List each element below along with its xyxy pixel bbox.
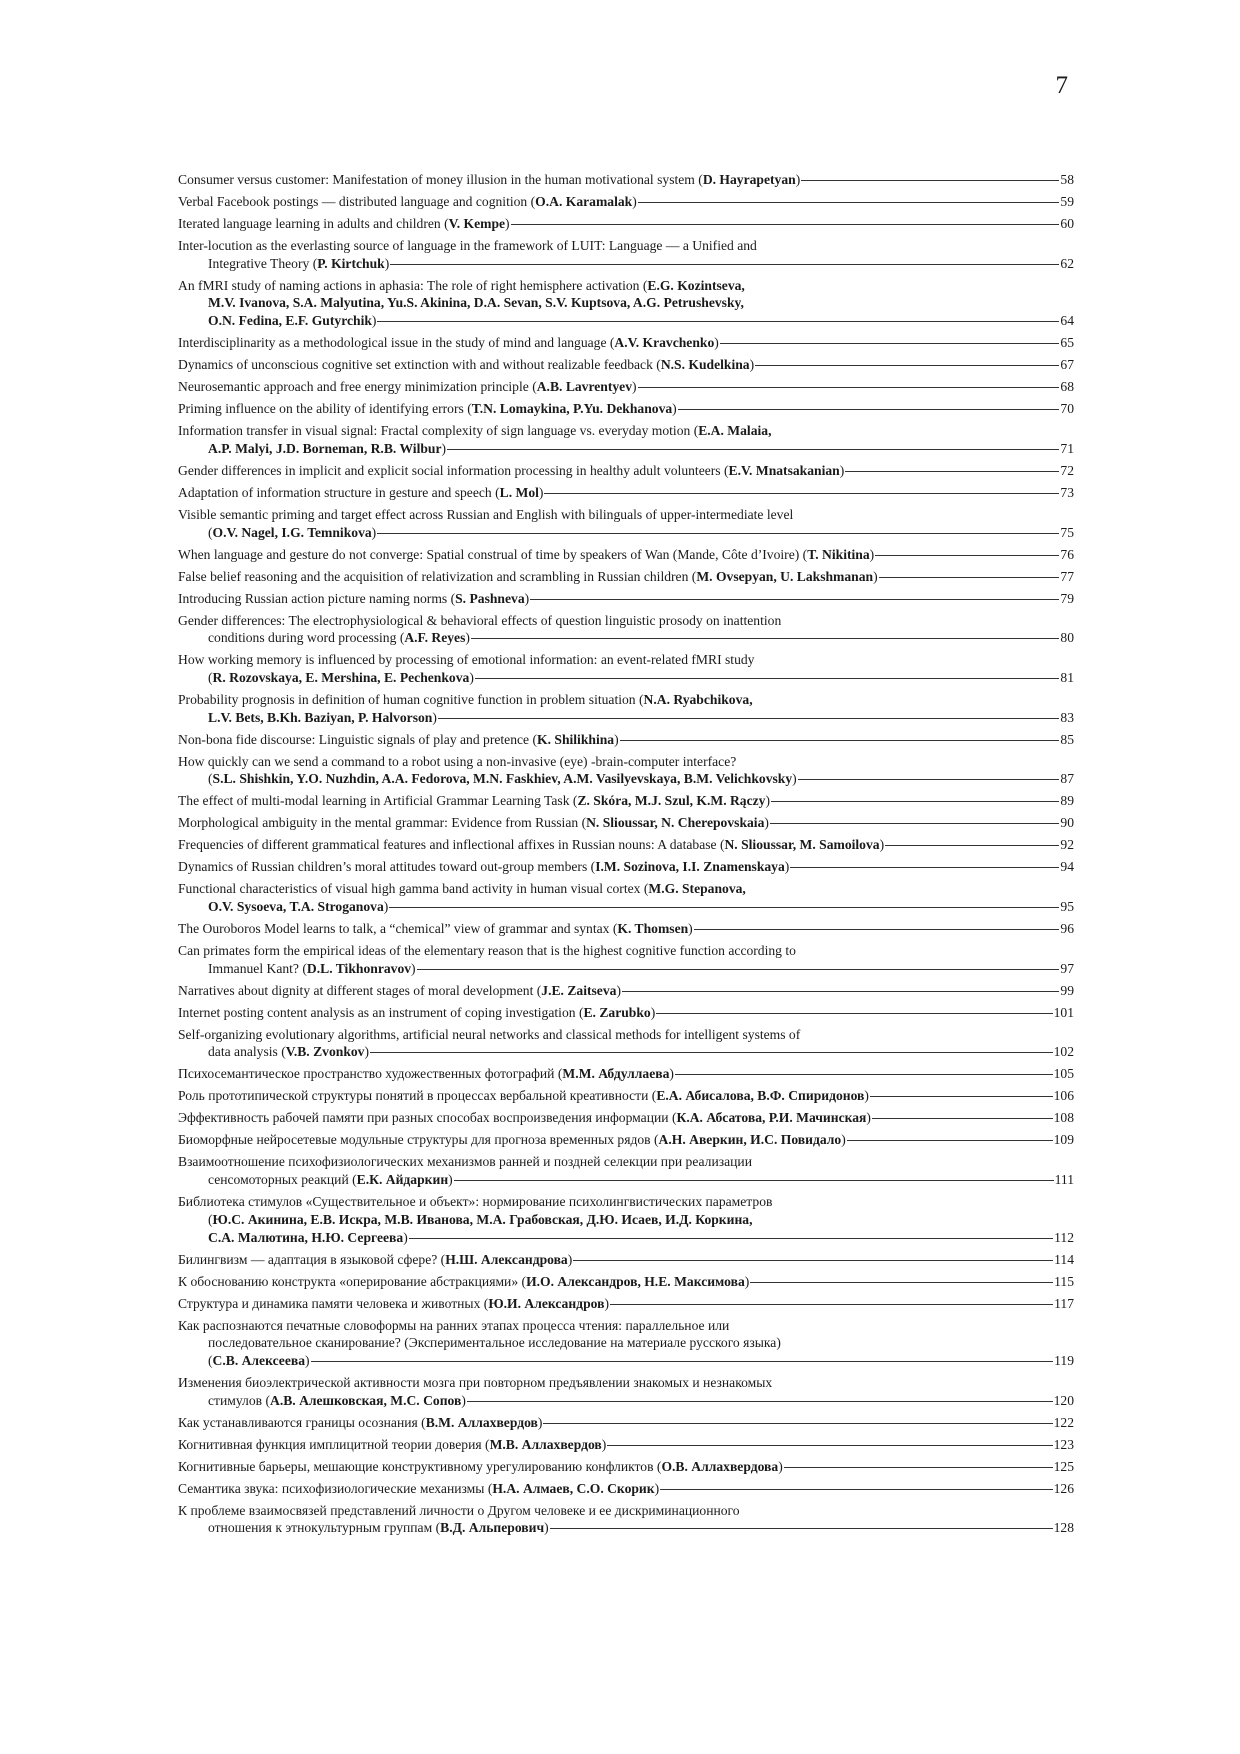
- entry-page-number: 106: [1053, 1088, 1074, 1104]
- entry-title: К обоснованию конструкта «оперирование абстракциями»: [178, 1273, 519, 1289]
- toc-entry: Когнитивная функция имплицитной теории доверия (М.В. Аллахвердов) 123: [178, 1436, 1074, 1452]
- entry-title: Психосемантическое пространство художественных фотографий: [178, 1066, 555, 1082]
- entry-title: Verbal Facebook postings — distributed language and cognition: [178, 194, 528, 209]
- entry-title-continuation: conditions during word processing: [208, 630, 397, 646]
- entry-page-number: 101: [1053, 1004, 1074, 1020]
- entry-authors: К.А. Абсатова, Р.И. Мачинская: [676, 1110, 867, 1126]
- toc-entry: Can primates form the empirical ideas of the elementary reason that is the highest cognitive function according to Immanuel Kant? (D.L. Tikhonravov) 97: [178, 943, 1074, 976]
- toc-entry: When language and gesture do not converge: Spatial construal of time by speakers of Wan (Mande, Côte d’Ivoire) (T. Nikitina) 76: [178, 546, 1074, 562]
- entry-title: Information transfer in visual signal: Fractal complexity of sign language vs. everyday motion: [178, 423, 691, 439]
- entry-page-number: 83: [1060, 709, 1074, 725]
- entry-authors: E.V. Mnatsakanian: [728, 462, 840, 478]
- toc-entry: Взаимоотношение психофизиологических механизмов ранней и поздней селекции при реализации сенсомоторных реакций (Е.К. Айдаркин) 111: [178, 1154, 1074, 1188]
- dot-leader: [879, 577, 1060, 578]
- entry-authors: Е.А. Абисалова, В.Ф. Спиридонов: [656, 1088, 865, 1104]
- entry-title: Структура и динамика памяти человека и животных: [178, 1295, 481, 1311]
- toc-entry: Adaptation of information structure in gesture and speech (L. Mol) 73: [178, 484, 1074, 500]
- entry-title: Non-bona fide discourse: Linguistic signals of play and pretence: [178, 731, 530, 747]
- dot-leader: [678, 409, 1060, 410]
- entry-page-number: 89: [1060, 793, 1074, 809]
- toc-entry: Neurosemantic approach and free energy minimization principle (A.B. Lavrentyev) 68: [178, 379, 1074, 395]
- entry-page-number: 73: [1060, 484, 1074, 500]
- dot-leader: [438, 718, 1060, 719]
- dot-leader: [720, 343, 1060, 344]
- entry-authors: И.О. Александров, Н.Е. Максимова: [526, 1273, 745, 1289]
- entry-authors: А.В. Алешковская, М.С. Сопов: [270, 1392, 462, 1408]
- entry-authors: R. Rozovskaya, E. Mershina, E. Pechenkova: [212, 669, 470, 685]
- entry-authors: Z. Skóra, M.J. Szul, K.M. Rączy: [577, 793, 766, 809]
- entry-page-number: 114: [1054, 1251, 1074, 1267]
- dot-leader: [467, 1401, 1053, 1402]
- entry-authors-continuation: L.V. Bets, B.Kh. Baziyan, P. Halvorson: [208, 709, 433, 725]
- page-number: 7: [1055, 72, 1068, 99]
- dot-leader: [675, 1074, 1053, 1075]
- dot-leader: [694, 929, 1060, 930]
- entry-authors: K. Shilikhina: [537, 731, 615, 747]
- entry-title: К проблеме взаимосвязей представлений личности о Другом человеке и ее дискриминационного: [178, 1502, 740, 1518]
- toc-entry: Non-bona fide discourse: Linguistic signals of play and pretence (K. Shilikhina) 85: [178, 731, 1074, 747]
- toc-entry: Verbal Facebook postings — distributed language and cognition (O.A. Karamalak) 59: [178, 194, 1074, 209]
- entry-authors: O.V. Nagel, I.G. Temnikova: [212, 524, 372, 540]
- entry-authors-continuation: O.N. Fedina, E.F. Gutyrchik: [208, 313, 372, 329]
- entry-authors-continuation: С.А. Малютина, Н.Ю. Сергеева: [208, 1229, 404, 1245]
- dot-leader: [771, 801, 1059, 802]
- entry-page-number: 125: [1053, 1458, 1074, 1474]
- toc-entry: Morphological ambiguity in the mental grammar: Evidence from Russian (N. Slioussar, N. Cherepovskaia) 90: [178, 815, 1074, 831]
- entry-title: Visible semantic priming and target effect across Russian and English with bilinguals of upper-intermediate level: [178, 506, 794, 522]
- entry-page-number: 102: [1053, 1044, 1074, 1060]
- toc-entry: Как устанавливаются границы осознания (В.М. Аллахвердов) 122: [178, 1414, 1074, 1430]
- toc-entry: Visible semantic priming and target effect across Russian and English with bilinguals of upper-intermediate level (O.V. Nagel, I.G. Temnikova) 75: [178, 506, 1074, 540]
- entry-authors: P. Kirtchuk: [317, 255, 385, 271]
- entry-authors: T.N. Lomaykina, P.Yu. Dekhanova: [471, 401, 673, 417]
- dot-leader: [573, 1260, 1053, 1261]
- entry-title-continuation: последовательное сканирование? (Экспериментальное исследование на материале русского языка): [208, 1335, 781, 1351]
- dot-leader: [638, 387, 1060, 388]
- toc-entry: Dynamics of unconscious cognitive set extinction with and without realizable feedback (N.S. Kudelkina) 67: [178, 357, 1074, 373]
- entry-page-number: 99: [1060, 982, 1074, 998]
- entry-authors: Н.А. Алмаев, С.О. Скорик: [492, 1480, 655, 1496]
- toc-entry: How working memory is influenced by processing of emotional information: an event-related fMRI study (R. Rozovskaya, E. Mershina, E. Pechenkova) 81: [178, 652, 1074, 685]
- entry-title: Self-organizing evolutionary algorithms, artificial neural networks and classical methods for intelligent systems of: [178, 1026, 801, 1042]
- entry-page-number: 79: [1060, 590, 1074, 606]
- entry-page-number: 105: [1053, 1066, 1074, 1082]
- entry-title: Internet posting content analysis as an instrument of coping investigation: [178, 1004, 576, 1020]
- entry-page-number: 76: [1060, 546, 1074, 562]
- toc-entry: Библиотека стимулов «Существительное и объект»: нормирование психолингвистических параметров (Ю.С. Акинина, Е.В. Искра, М.В. Иванова, М.А. Грабовская, Д.Ю. Исаев, И.Д. Коркина, С.А. Малютина, Н.Ю. Сергеева) 112: [178, 1194, 1074, 1245]
- entry-authors: S. Pashneva: [455, 590, 525, 606]
- entry-title: Когнитивные барьеры, мешающие конструктивному урегулированию конфликтов: [178, 1458, 654, 1474]
- dot-leader: [311, 1361, 1054, 1362]
- dot-leader: [550, 1528, 1053, 1529]
- entry-page-number: 97: [1060, 960, 1074, 976]
- dot-leader: [770, 823, 1060, 824]
- entry-title: Interdisciplinarity as a methodological issue in the study of mind and language: [178, 335, 607, 351]
- dot-leader: [530, 599, 1059, 600]
- entry-page-number: 68: [1060, 379, 1074, 395]
- entry-title: Взаимоотношение психофизиологических механизмов ранней и поздней селекции при реализации: [178, 1154, 752, 1170]
- dot-leader: [638, 202, 1060, 203]
- dot-leader: [790, 867, 1059, 868]
- entry-title: Frequencies of different grammatical features and inflectional affixes in Russian nouns: A database: [178, 837, 717, 853]
- entry-authors: E.G. Kozintseva,: [647, 277, 745, 293]
- dot-leader: [750, 1282, 1053, 1283]
- entry-title: Биоморфные нейросетевые модульные структуры для прогноза временных рядов: [178, 1132, 651, 1148]
- entry-authors: N. Slioussar, M. Samoilova: [724, 837, 880, 853]
- entry-authors: E. Zarubko: [583, 1004, 651, 1020]
- entry-page-number: 81: [1060, 669, 1074, 685]
- dot-leader: [471, 638, 1059, 639]
- toc-entry: Как распознаются печатные словоформы на ранних этапах процесса чтения: параллельное или последовательное сканирование? (Экспериментальное исследование на материале русского языка) (С.В. Алексеева) 119: [178, 1317, 1074, 1368]
- entry-authors: М.М. Абдуллаева: [562, 1066, 670, 1082]
- entry-title: Gender differences in implicit and explicit social information processing in healthy adult volunteers: [178, 462, 721, 478]
- dot-leader: [377, 321, 1059, 322]
- entry-title: Functional characteristics of visual high gamma band activity in human visual cortex: [178, 881, 641, 897]
- entry-title: Priming influence on the ability of identifying errors: [178, 401, 464, 417]
- entry-page-number: 122: [1053, 1414, 1074, 1430]
- entry-authors: A.B. Lavrentyev: [536, 379, 633, 395]
- entry-page-number: 71: [1060, 440, 1074, 456]
- entry-page-number: 115: [1054, 1273, 1074, 1289]
- dot-leader: [798, 779, 1060, 780]
- entry-page-number: 72: [1060, 462, 1074, 478]
- dot-leader: [447, 449, 1059, 450]
- entry-title: How working memory is influenced by processing of emotional information: an event-related fMRI study: [178, 652, 755, 668]
- toc-entry: Information transfer in visual signal: Fractal complexity of sign language vs. everyday motion (E.A. Malaia, A.P. Malyi, J.D. Borneman, R.B. Wilbur) 71: [178, 423, 1074, 456]
- entry-page-number: 120: [1053, 1392, 1074, 1408]
- entry-page-number: 58: [1060, 172, 1074, 187]
- toc-entry: The effect of multi-modal learning in Artificial Grammar Learning Task (Z. Skóra, M.J. Szul, K.M. Rączy) 89: [178, 793, 1074, 809]
- entry-title: How quickly can we send a command to a robot using a non-invasive (eye) -brain-computer interface?: [178, 753, 737, 769]
- entry-title: Изменения биоэлектрической активности мозга при повторном предъявлении знакомых и незнакомых: [178, 1374, 773, 1390]
- entry-title: Dynamics of unconscious cognitive set extinction with and without realizable feedback: [178, 357, 653, 373]
- entry-title: Introducing Russian action picture naming norms: [178, 590, 448, 606]
- entry-authors: L. Mol: [499, 484, 539, 500]
- dot-leader: [660, 1489, 1052, 1490]
- dot-leader: [390, 264, 1059, 265]
- dot-leader: [409, 1238, 1053, 1239]
- dot-leader: [656, 1013, 1052, 1014]
- entry-authors-continuation: A.P. Malyi, J.D. Borneman, R.B. Wilbur: [208, 440, 442, 456]
- entry-title-continuation: сенсомоторных реакций: [208, 1172, 349, 1188]
- entry-authors: S.L. Shishkin, Y.O. Nuzhdin, A.A. Fedorova, M.N. Faskhiev, A.M. Vasilyevskaya, B.M. Velichkovsky: [212, 771, 793, 787]
- entry-title: The effect of multi-modal learning in Artificial Grammar Learning Task: [178, 793, 570, 809]
- entry-page-number: 111: [1054, 1172, 1074, 1188]
- entry-title: The Ouroboros Model learns to talk, a “chemical” view of grammar and syntax: [178, 921, 610, 937]
- entry-title: Gender differences: The electrophysiological & behavioral effects of question linguistic prosody on inattention: [178, 612, 782, 628]
- dot-leader: [784, 1467, 1053, 1468]
- toc-entry: Consumer versus customer: Manifestation of money illusion in the human motivational system (D. Hayrapetyan) 58: [178, 172, 1074, 187]
- dot-leader: [389, 907, 1059, 908]
- dot-leader: [511, 224, 1060, 225]
- dot-leader: [610, 1304, 1053, 1305]
- toc-entry: Introducing Russian action picture naming norms (S. Pashneva) 79: [178, 590, 1074, 606]
- entry-authors: С.В. Алексеева: [212, 1352, 305, 1368]
- entry-page-number: 117: [1054, 1295, 1074, 1311]
- entry-authors: V. Kempe: [448, 216, 506, 231]
- toc-entry: Narratives about dignity at different stages of moral development (J.E. Zaitseva) 99: [178, 982, 1074, 998]
- dot-leader: [607, 1445, 1052, 1446]
- toc-entry: Priming influence on the ability of identifying errors (T.N. Lomaykina, P.Yu. Dekhanova) 70: [178, 401, 1074, 417]
- entry-title: False belief reasoning and the acquisition of relativization and scrambling in Russian children: [178, 568, 689, 584]
- toc-entry: Probability prognosis in definition of human cognitive function in problem situation (N.A. Ryabchikova, L.V. Bets, B.Kh. Baziyan, P. Halvorson) 83: [178, 691, 1074, 725]
- dot-leader: [543, 1423, 1052, 1424]
- dot-leader: [847, 1140, 1053, 1141]
- entry-authors: N.A. Ryabchikova,: [643, 691, 753, 707]
- entry-authors: D. Hayrapetyan: [702, 172, 796, 187]
- entry-authors: N.S. Kudelkina: [660, 357, 750, 373]
- toc-entry: Когнитивные барьеры, мешающие конструктивному урегулированию конфликтов (О.В. Аллахвердова) 125: [178, 1458, 1074, 1474]
- toc-entry: Internet posting content analysis as an instrument of coping investigation (E. Zarubko) 101: [178, 1004, 1074, 1020]
- entry-title: Семантика звука: психофизиологические механизмы: [178, 1480, 485, 1496]
- toc-entry: Dynamics of Russian children’s moral attitudes toward out-group members (I.M. Sozinova, I.I. Znamenskaya) 94: [178, 859, 1074, 875]
- dot-leader: [875, 555, 1059, 556]
- entry-page-number: 92: [1060, 837, 1074, 853]
- entry-authors: N. Slioussar, N. Cherepovskaia: [586, 815, 765, 831]
- entry-authors: В.М. Аллахвердов: [425, 1414, 538, 1430]
- entry-title-continuation: data analysis: [208, 1044, 278, 1060]
- entry-page-number: 119: [1054, 1352, 1074, 1368]
- entry-authors: J.E. Zaitseva: [541, 982, 617, 998]
- toc-entry: Роль прототипической структуры понятий в процессах вербальной креативности (Е.А. Абисалова, В.Ф. Спиридонов) 106: [178, 1088, 1074, 1104]
- entry-page-number: 87: [1060, 771, 1074, 787]
- entry-authors: В.Д. Альперович: [440, 1520, 545, 1536]
- dot-leader: [544, 493, 1059, 494]
- entry-authors: K. Thomsen: [617, 921, 689, 937]
- entry-authors: Н.Ш. Александрова: [445, 1251, 568, 1267]
- entry-page-number: 59: [1060, 194, 1074, 209]
- entry-title: Morphological ambiguity in the mental grammar: Evidence from Russian: [178, 815, 579, 831]
- entry-page-number: 95: [1060, 899, 1074, 915]
- entry-page-number: 96: [1060, 921, 1074, 937]
- entry-title: Probability prognosis in definition of human cognitive function in problem situation: [178, 691, 636, 707]
- entry-authors: T. Nikitina: [807, 546, 870, 562]
- entry-title: Consumer versus customer: Manifestation of money illusion in the human motivational system: [178, 172, 695, 187]
- dot-leader: [417, 969, 1060, 970]
- entry-authors: O.A. Karamalak: [535, 194, 633, 209]
- entry-title: Эффективность рабочей памяти при разных способах воспроизведения информации: [178, 1110, 669, 1126]
- dot-leader: [620, 740, 1060, 741]
- entry-title: Iterated language learning in adults and children: [178, 216, 441, 231]
- entry-page-number: 62: [1060, 255, 1074, 271]
- entry-title-continuation: Integrative Theory: [208, 255, 310, 271]
- toc-entry: How quickly can we send a command to a robot using a non-invasive (eye) -brain-computer interface? (S.L. Shishkin, Y.O. Nuzhdin, A.A. Fedorova, M.N. Faskhiev, A.M. Vasilyevskaya, B.M. Velichkovsky) 87: [178, 753, 1074, 787]
- toc-entry: Self-organizing evolutionary algorithms, artificial neural networks and classical methods for intelligent systems of data analysis (V.B. Zvonkov) 102: [178, 1026, 1074, 1060]
- toc-entry: К проблеме взаимосвязей представлений личности о Другом человеке и ее дискриминационного отношения к этнокультурным группам (В.Д. Альперович) 128: [178, 1502, 1074, 1536]
- entry-authors: A.F. Reyes: [404, 630, 466, 646]
- toc-entry: Gender differences in implicit and explicit social information processing in healthy adult volunteers (E.V. Mnatsakanian) 72: [178, 462, 1074, 478]
- entry-authors: Е.К. Айдаркин: [356, 1172, 449, 1188]
- entry-title: Neurosemantic approach and free energy minimization principle: [178, 379, 529, 395]
- entry-page-number: 128: [1053, 1520, 1074, 1536]
- entry-title: Как распознаются печатные словоформы на ранних этапах процесса чтения: параллельное или: [178, 1317, 730, 1333]
- table-of-contents: [178, 171, 1074, 1541]
- toc-entry: The Ouroboros Model learns to talk, a “chemical” view of grammar and syntax (K. Thomsen) 96: [178, 921, 1074, 937]
- entry-page-number: 77: [1060, 568, 1074, 584]
- entry-authors: О.В. Аллахвердова: [661, 1458, 779, 1474]
- entry-title: Narratives about dignity at different stages of moral development: [178, 982, 534, 998]
- toc-entry: Gender differences: The electrophysiological & behavioral effects of question linguistic prosody on inattention conditions during word processing (A.F. Reyes) 80: [178, 612, 1074, 646]
- toc-entry: Семантика звука: психофизиологические механизмы (Н.А. Алмаев, С.О. Скорик) 126: [178, 1480, 1074, 1496]
- entry-page-number: 75: [1060, 524, 1074, 540]
- entry-title: Билингвизм — адаптация в языковой сфере?: [178, 1251, 438, 1267]
- dot-leader: [370, 1052, 1053, 1053]
- entry-page-number: 90: [1060, 815, 1074, 831]
- dot-leader: [622, 991, 1059, 992]
- entry-title: Inter-locution as the everlasting source of language in the framework of LUIT: Language — a Unified and: [178, 238, 757, 253]
- entry-title: Dynamics of Russian children’s moral attitudes toward out-group members: [178, 859, 588, 875]
- entry-title: Роль прототипической структуры понятий в процессах вербальной креативности: [178, 1088, 649, 1104]
- entry-title: When language and gesture do not converge: Spatial construal of time by speakers of Wan (Mande, Côte d’Ivoire): [178, 546, 800, 562]
- entry-authors: D.L. Tikhonravov: [306, 960, 412, 976]
- toc-entry: Frequencies of different grammatical features and inflectional affixes in Russian nouns: A database (N. Slioussar, M. Samoilova) 92: [178, 837, 1074, 853]
- dot-leader: [872, 1118, 1053, 1119]
- entry-authors: Ю.И. Александров: [488, 1295, 605, 1311]
- toc-entry: К обоснованию конструкта «оперирование абстракциями» (И.О. Александров, Н.Е. Максимова) 115: [178, 1273, 1074, 1289]
- toc-entry: False belief reasoning and the acquisition of relativization and scrambling in Russian children (M. Ovsepyan, U. Lakshmanan) 77: [178, 568, 1074, 584]
- dot-leader: [377, 533, 1059, 534]
- entry-page-number: 65: [1060, 335, 1074, 351]
- toc-entry: Билингвизм — адаптация в языковой сфере? (Н.Ш. Александрова) 114: [178, 1251, 1074, 1267]
- entry-authors: M. Ovsepyan, U. Lakshmanan: [696, 568, 874, 584]
- entry-page-number: 126: [1053, 1480, 1074, 1496]
- entry-page-number: 80: [1060, 630, 1074, 646]
- dot-leader: [801, 180, 1059, 181]
- toc-entry: An fMRI study of naming actions in aphasia: The role of right hemisphere activation (E.G. Kozintseva, M.V. Ivanova, S.A. Malyutina, Yu.S. Akinina, D.A. Sevan, S.V. Kuptsova, A.G. Petrushevsky, O.N. Fedina, E.F. Gutyrchik) 64: [178, 277, 1074, 329]
- entry-page-number: 64: [1060, 313, 1074, 329]
- dot-leader: [475, 678, 1060, 679]
- entry-authors: А.Н. Аверкин, И.С. Повидало: [658, 1132, 842, 1148]
- entry-page-number: 123: [1053, 1436, 1074, 1452]
- entry-authors: V.B. Zvonkov: [285, 1044, 365, 1060]
- entry-authors: E.A. Malaia,: [698, 423, 772, 439]
- entry-page-number: 112: [1054, 1229, 1074, 1245]
- toc-entry: Изменения биоэлектрической активности мозга при повторном предъявлении знакомых и незнакомых стимулов (А.В. Алешковская, М.С. Сопов) 120: [178, 1374, 1074, 1408]
- entry-authors-continuation: O.V. Sysoeva, T.A. Stroganova: [208, 899, 384, 915]
- entry-page-number: 108: [1053, 1110, 1074, 1126]
- entry-title: Can primates form the empirical ideas of the elementary reason that is the highest cognitive function according to: [178, 943, 796, 959]
- dot-leader: [845, 471, 1059, 472]
- dot-leader: [755, 365, 1059, 366]
- entry-authors: M.G. Stepanova,: [648, 881, 746, 897]
- dot-leader: [870, 1096, 1053, 1097]
- toc-entry: Биоморфные нейросетевые модульные структуры для прогноза временных рядов (А.Н. Аверкин, И.С. Повидало) 109: [178, 1132, 1074, 1148]
- entry-title: Библиотека стимулов «Существительное и объект»: нормирование психолингвистических параметров: [178, 1194, 773, 1210]
- toc-entry: Functional characteristics of visual high gamma band activity in human visual cortex (M.G. Stepanova, O.V. Sysoeva, T.A. Stroganova) 95: [178, 881, 1074, 915]
- entry-authors: I.M. Sozinova, I.I. Znamenskaya: [595, 859, 785, 875]
- toc-entry: Inter-locution as the everlasting source of language in the framework of LUIT: Language — a Unified and Integrative Theory (P. Kirtchuk) 62: [178, 238, 1074, 271]
- toc-entry: Психосемантическое пространство художественных фотографий (М.М. Абдуллаева) 105: [178, 1066, 1074, 1082]
- entry-authors: Ю.С. Акинина, Е.В. Искра, М.В. Иванова, М.А. Грабовская, Д.Ю. Исаев, И.Д. Коркина,: [212, 1211, 753, 1227]
- entry-title: Как устанавливаются границы осознания: [178, 1414, 418, 1430]
- entry-authors: A.V. Kravchenko: [614, 335, 715, 351]
- toc-entry: Iterated language learning in adults and children (V. Kempe) 60: [178, 216, 1074, 231]
- entry-page-number: 94: [1060, 859, 1074, 875]
- dot-leader: [454, 1180, 1054, 1181]
- entry-title-continuation: стимулов: [208, 1392, 263, 1408]
- entry-title-continuation: отношения к этнокультурным группам: [208, 1520, 433, 1536]
- toc-entry: Структура и динамика памяти человека и животных (Ю.И. Александров) 117: [178, 1295, 1074, 1311]
- entry-title: Когнитивная функция имплицитной теории доверия: [178, 1436, 482, 1452]
- entry-title: An fMRI study of naming actions in aphasia: The role of right hemisphere activation: [178, 277, 640, 293]
- entry-title-continuation: Immanuel Kant?: [208, 960, 299, 976]
- entry-authors: М.В. Аллахвердов: [489, 1436, 602, 1452]
- entry-page-number: 109: [1053, 1132, 1074, 1148]
- entry-page-number: 85: [1060, 731, 1074, 747]
- entry-page-number: 70: [1060, 401, 1074, 417]
- toc-entry: Interdisciplinarity as a methodological issue in the study of mind and language (A.V. Kravchenko) 65: [178, 335, 1074, 351]
- dot-leader: [885, 845, 1059, 846]
- entry-page-number: 67: [1060, 357, 1074, 373]
- toc-entry: Эффективность рабочей памяти при разных способах воспроизведения информации (К.А. Абсатова, Р.И. Мачинская) 108: [178, 1110, 1074, 1126]
- entry-page-number: 60: [1060, 216, 1074, 231]
- entry-title: Adaptation of information structure in gesture and speech: [178, 484, 492, 500]
- entry-authors-continuation: M.V. Ivanova, S.A. Malyutina, Yu.S. Akinina, D.A. Sevan, S.V. Kuptsova, A.G. Petrushevsky,: [208, 295, 744, 311]
